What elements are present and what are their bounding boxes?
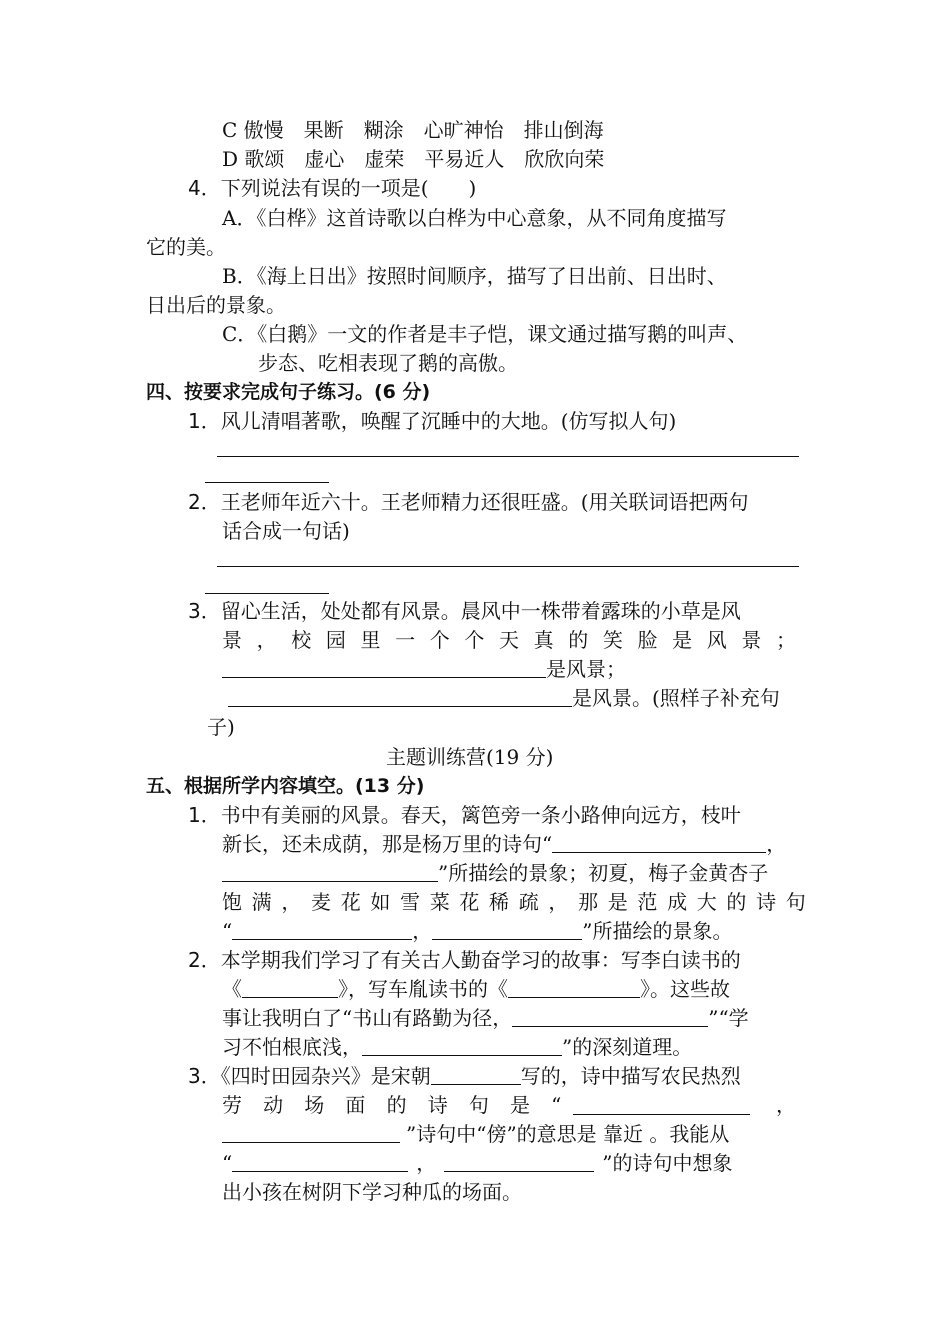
char: 动 <box>263 1093 284 1117</box>
s4-question-1 <box>188 407 676 435</box>
char: ， <box>281 890 302 914</box>
option-c-line2: 步态、吃相表现了鹅的高傲。 <box>258 351 518 375</box>
char: 真 <box>533 628 554 652</box>
question-text-line2 <box>222 1091 796 1119</box>
question-text-line1: 本学期我们学习了有关古人勤奋学习的故事：写李白读书的 <box>220 948 741 972</box>
answer-blank[interactable] <box>222 861 438 882</box>
question-text-line2 <box>222 626 796 654</box>
question-text-line5: 出小孩在树阴下学习种瓜的场面。 <box>222 1180 522 1204</box>
answer-blank[interactable] <box>444 1151 594 1172</box>
char: 里 <box>360 628 381 652</box>
line-tail: 是风景。(照样子补充句 <box>572 686 780 710</box>
s4-question-3 <box>188 597 741 625</box>
answer-blank[interactable] <box>222 657 546 678</box>
question-text-line5 <box>222 917 732 945</box>
question-text-line3 <box>222 1120 729 1148</box>
answer-blank[interactable] <box>573 1094 750 1115</box>
char: 如 <box>370 890 391 914</box>
answer-blank[interactable] <box>362 1035 562 1056</box>
char: 天 <box>499 628 519 652</box>
text-segment: ”“学 <box>708 1006 749 1030</box>
text-segment: ， <box>416 1151 437 1175</box>
char: 花 <box>340 890 361 914</box>
char: 面 <box>345 1093 366 1117</box>
question-text: 风儿清唱著歌，唤醒了沉睡中的大地。(仿写拟人句) <box>220 409 677 433</box>
char: 范 <box>637 890 658 914</box>
answer-line[interactable] <box>217 456 799 457</box>
char: 句 <box>468 1093 489 1117</box>
char: 雪 <box>400 890 421 914</box>
option-a-line1: A．《白桦》这首诗歌以白桦为中心意象，从不同角度描写 <box>222 206 727 230</box>
char: 校 <box>291 628 312 652</box>
char: 一 <box>395 628 416 652</box>
question-number: 3． <box>188 1064 221 1088</box>
question-text-line2: 话合成一句话) <box>222 519 350 543</box>
char: 个 <box>464 628 485 652</box>
option-b-line1: B．《海上日出》按照时间顺序，描写了日出前、日出时、 <box>222 264 727 288</box>
char: 景 <box>222 628 242 652</box>
text-segment: 》。这些故 <box>640 977 730 1001</box>
option-b-line2: 日出后的景象。 <box>146 293 286 317</box>
text-segment: 》，写车胤读书的《 <box>338 977 508 1001</box>
char: 稀 <box>489 890 510 914</box>
text-segment: ”的诗句中想象 <box>602 1151 733 1175</box>
s4-question-2 <box>188 488 749 516</box>
char: ； <box>776 628 796 652</box>
char: 麦 <box>311 890 332 914</box>
question-4 <box>188 174 476 202</box>
line-tail: 是风景； <box>546 657 626 681</box>
question-text-line1: 书中有美丽的风景。春天，篱笆旁一条小路伸向远方，枝叶 <box>220 803 741 827</box>
answer-blank[interactable] <box>432 919 582 940</box>
question-text-line3 <box>222 655 626 683</box>
char: ， <box>548 890 569 914</box>
question-text-line2 <box>222 975 730 1003</box>
answer-blank[interactable] <box>508 977 640 998</box>
text-segment: 习不怕根底浅， <box>222 1035 362 1059</box>
question-text-line1: 留心生活，处处都有风景。晨风中一株带着露珠的小草是风 <box>220 599 741 623</box>
question-text-line4 <box>222 1149 732 1177</box>
question-text-line1: 王老师年近六十。王老师精力还很旺盛。(用关联词语把两句 <box>220 490 749 514</box>
char: 是 <box>607 890 628 914</box>
question-number: 1． <box>188 409 221 433</box>
answer-blank[interactable] <box>228 686 572 707</box>
text-segment: “ <box>222 1151 233 1175</box>
char: 园 <box>325 628 346 652</box>
char: 的 <box>386 1093 407 1117</box>
question-number: 1． <box>188 803 221 827</box>
answer-line[interactable] <box>205 482 329 483</box>
option-c-line: C 傲慢 果断 糊涂 心旷神怡 排山倒海 <box>222 118 604 142</box>
char: 是 <box>672 628 693 652</box>
char: 劳 <box>222 1093 242 1117</box>
answer-blank[interactable] <box>431 1064 521 1085</box>
question-number: 4． <box>188 176 221 200</box>
s5-question-1 <box>188 801 741 829</box>
answer-blank[interactable] <box>232 1151 408 1172</box>
char: “ <box>551 1093 562 1117</box>
text-segment: 新长，还未成荫，那是杨万里的诗句“ <box>222 832 553 856</box>
section-4-title: 四、按要求完成句子练习。(6 分) <box>146 381 431 403</box>
char: 菜 <box>429 890 450 914</box>
question-text-line5: 子) <box>207 715 235 739</box>
char: 花 <box>459 890 480 914</box>
char: 大 <box>696 890 717 914</box>
text-segment: “ <box>222 919 233 943</box>
text-segment: ， <box>776 1093 796 1117</box>
char: 风 <box>706 628 727 652</box>
text-segment: 《四时田园杂兴》是宋朝 <box>220 1064 431 1088</box>
char: 脸 <box>637 628 658 652</box>
char: 笑 <box>602 628 623 652</box>
answer-blank[interactable] <box>222 1122 400 1143</box>
section-5-title: 五、根据所学内容填空。(13 分) <box>146 775 425 797</box>
char: 诗 <box>756 890 777 914</box>
text-segment: ”所描绘的景象。 <box>582 919 733 943</box>
answer-line[interactable] <box>217 566 799 567</box>
char: 景 <box>741 628 762 652</box>
char: 饱 <box>222 890 242 914</box>
text-segment: ”诗句中“傍”的意思是 靠近 。我能从 <box>406 1122 730 1146</box>
option-a-line2: 它的美。 <box>146 235 226 259</box>
text-segment: ”所描绘的景象；初夏，梅子金黄杏子 <box>438 861 769 885</box>
text-segment: 事让我明白了“书山有路勤为径， <box>222 1006 513 1030</box>
question-text-line3 <box>222 1004 749 1032</box>
s5-question-3 <box>188 1062 741 1090</box>
question-number: 2． <box>188 490 221 514</box>
answer-blank[interactable] <box>512 1006 708 1027</box>
s5-question-2 <box>188 946 741 974</box>
answer-blank[interactable] <box>552 832 766 853</box>
char: 的 <box>726 890 747 914</box>
answer-line[interactable] <box>205 593 329 594</box>
question-text-line2 <box>222 830 786 858</box>
char: 疏 <box>518 890 539 914</box>
option-c-line1: C．《白鹅》一文的作者是丰子恺，课文通过描写鹅的叫声、 <box>222 322 748 346</box>
char: ， <box>256 628 277 652</box>
question-text-line4 <box>222 888 806 916</box>
question-stem: 下列说法有误的一项是( ) <box>220 176 477 200</box>
char: 满 <box>251 890 272 914</box>
char: 那 <box>578 890 599 914</box>
text-segment: 《 <box>222 977 242 1001</box>
question-text-line4 <box>222 1033 692 1061</box>
answer-blank[interactable] <box>242 977 338 998</box>
char: 诗 <box>427 1093 448 1117</box>
text-segment: ”的深刻道理。 <box>562 1035 693 1059</box>
char: 句 <box>785 890 806 914</box>
text-segment: ， <box>766 832 787 856</box>
char: 的 <box>568 628 589 652</box>
question-text-line3 <box>222 859 768 887</box>
theme-heading: 主题训练营(19 分) <box>386 745 554 769</box>
question-text-line4 <box>228 684 780 712</box>
question-number: 2． <box>188 948 221 972</box>
char: 场 <box>304 1093 325 1117</box>
spaced-text <box>222 1091 561 1119</box>
char: 个 <box>429 628 450 652</box>
char: 成 <box>667 890 688 914</box>
answer-blank[interactable] <box>232 919 412 940</box>
question-number: 3． <box>188 599 221 623</box>
text-segment: ， <box>412 919 433 943</box>
option-d-line: D 歌颂 虚心 虚荣 平易近人 欣欣向荣 <box>222 147 605 171</box>
text-segment: 写的，诗中描写农民热烈 <box>520 1064 741 1088</box>
char: 是 <box>509 1093 530 1117</box>
